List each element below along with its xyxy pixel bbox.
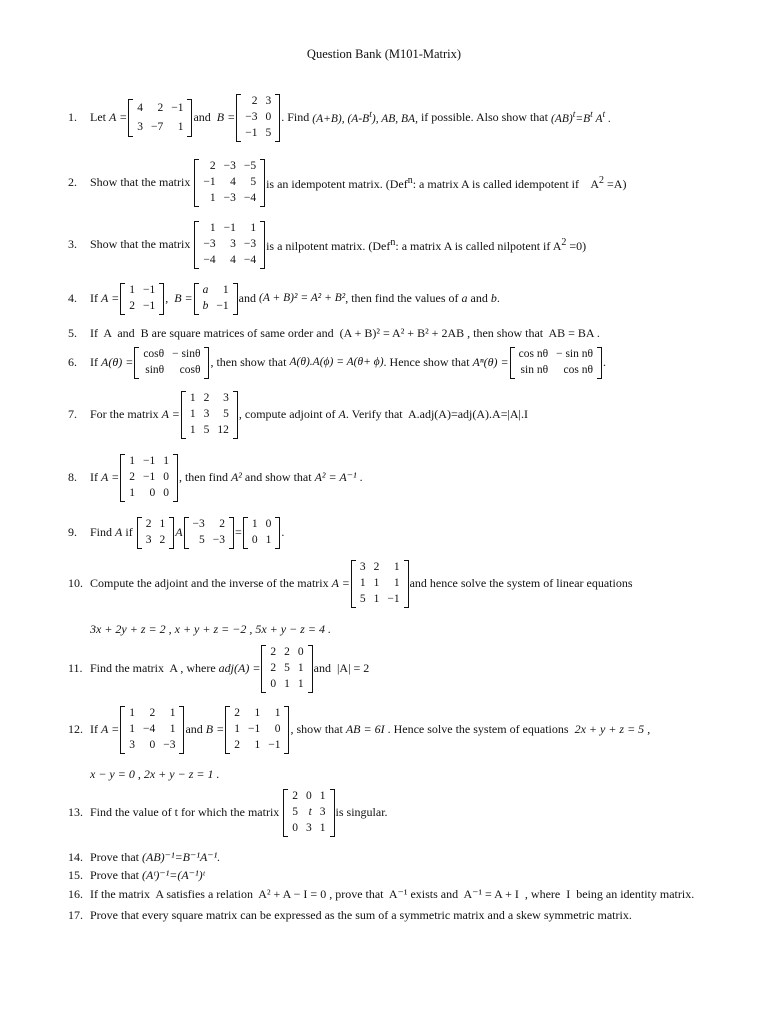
matrix bbox=[194, 221, 265, 269]
question-number: 8. bbox=[68, 470, 77, 485]
matrix-label: Aⁿ(θ) = bbox=[472, 355, 509, 370]
matrix-cell: 1 bbox=[250, 222, 257, 235]
matrix bbox=[181, 391, 238, 439]
matrix-cell: 1 bbox=[159, 518, 166, 531]
question-text: , then show that bbox=[210, 355, 290, 370]
matrix-cell: −1 bbox=[203, 176, 216, 189]
matrix-cell: −1 bbox=[216, 300, 229, 313]
question-math: A² bbox=[230, 470, 242, 485]
question-17 bbox=[68, 909, 632, 923]
question-text: Prove that bbox=[90, 850, 142, 864]
matrix-cell: 1 bbox=[129, 723, 135, 736]
matrix-cell: − sin nθ bbox=[556, 348, 594, 361]
question-math: (A + B)² = A² + B² bbox=[258, 292, 346, 305]
matrix-cell: a bbox=[202, 284, 209, 297]
question-text: . Find bbox=[281, 110, 313, 125]
question-number: 12. bbox=[68, 722, 83, 737]
matrix-cell: 1 bbox=[274, 707, 281, 720]
matrix-label: A = bbox=[101, 470, 120, 485]
question-5 bbox=[68, 327, 600, 341]
matrix-label: adj(A) = bbox=[218, 661, 261, 676]
matrix-cell: 1 bbox=[222, 284, 229, 297]
question-4 bbox=[68, 283, 500, 315]
matrix-cell: −1 bbox=[223, 222, 236, 235]
question-number: 6. bbox=[68, 355, 77, 370]
matrix-cell: 3 bbox=[137, 120, 143, 133]
variable: a bbox=[461, 291, 468, 306]
question-9 bbox=[68, 517, 284, 549]
matrix bbox=[261, 645, 312, 693]
question-number: 10. bbox=[68, 576, 83, 591]
matrix-B bbox=[236, 94, 280, 142]
question-text: and hence solve the system of linear equations bbox=[409, 576, 633, 591]
matrix-cell: 5 bbox=[292, 806, 299, 819]
matrix-cell: 1 bbox=[234, 723, 240, 736]
variable: b bbox=[490, 291, 497, 306]
matrix-cell: −3 bbox=[203, 238, 216, 251]
question-number: 14. bbox=[68, 850, 83, 864]
matrix-cell: 1 bbox=[209, 222, 216, 235]
matrix-cell: 0 bbox=[292, 822, 299, 835]
matrix-cell: 2 bbox=[145, 518, 152, 531]
matrix-cell: 0 bbox=[274, 723, 281, 736]
question-number: 4. bbox=[68, 291, 77, 306]
question-text: , bbox=[165, 291, 169, 306]
matrix-cell: −1 bbox=[142, 284, 156, 297]
question-text: . bbox=[356, 470, 363, 485]
matrix-cell: −1 bbox=[142, 471, 156, 484]
matrix-label: B = bbox=[205, 722, 225, 737]
matrix-cell: 1 bbox=[251, 518, 258, 531]
matrix-cell: 4 bbox=[230, 176, 236, 189]
matrix bbox=[194, 159, 265, 207]
matrix-cell: −1 bbox=[268, 739, 281, 752]
matrix-cell: 1 bbox=[265, 534, 272, 547]
matrix-cell: 1 bbox=[209, 192, 216, 205]
question-math: $(AB)^t=B^t$ $A^t$ . bbox=[550, 109, 611, 126]
matrix-cell: 2 bbox=[149, 707, 156, 720]
matrix-cell: 1 bbox=[169, 707, 176, 720]
matrix-cell: 3 bbox=[230, 238, 236, 251]
matrix-cell: 2 bbox=[209, 160, 216, 173]
matrix-cell: 1 bbox=[393, 577, 400, 590]
matrix-cell: 5 bbox=[223, 408, 229, 421]
matrix-cell: 3 bbox=[145, 534, 152, 547]
matrix-cell: −3 bbox=[192, 518, 205, 531]
question-text: is singular. bbox=[335, 805, 388, 820]
matrix-cell: 2 bbox=[129, 471, 135, 484]
matrix-cell: −1 bbox=[245, 127, 258, 140]
question-number: 7. bbox=[68, 407, 77, 422]
matrix-cell: −3 bbox=[243, 238, 257, 251]
matrix-cell: −7 bbox=[150, 120, 164, 133]
matrix-cell: −4 bbox=[203, 254, 216, 267]
matrix-cell: 1 bbox=[297, 678, 304, 691]
matrix-cell: −4 bbox=[243, 192, 257, 205]
matrix-cell: b bbox=[202, 300, 209, 313]
question-text: Prove that bbox=[90, 868, 142, 882]
question-text: If bbox=[90, 722, 101, 737]
matrix-cell: 1 bbox=[373, 593, 380, 606]
question-text: If bbox=[90, 470, 101, 485]
matrix-cell: −1 bbox=[171, 101, 184, 114]
matrix-cell: 3 bbox=[129, 739, 135, 752]
matrix-cell: 3 bbox=[203, 408, 210, 421]
question-text: . bbox=[496, 291, 500, 306]
question-number: 11. bbox=[68, 661, 83, 676]
matrix-cell: 1 bbox=[129, 707, 135, 720]
matrix-cell: 3 bbox=[319, 806, 326, 819]
question-math: (AB)⁻¹=B⁻¹A⁻¹. bbox=[142, 850, 221, 864]
matrix-cell: 5 bbox=[284, 662, 290, 675]
matrix-label: A = bbox=[101, 722, 120, 737]
matrix-cell: 5 bbox=[203, 424, 210, 437]
question-13 bbox=[68, 789, 388, 837]
matrix-cell: 1 bbox=[129, 487, 135, 500]
matrix-label: A = bbox=[161, 407, 180, 422]
question-text: = bbox=[235, 525, 242, 540]
matrix-cell: 1 bbox=[189, 424, 196, 437]
question-math: AB = 6I bbox=[345, 722, 385, 737]
question-text: Show that the matrix bbox=[90, 175, 191, 190]
matrix-A bbox=[120, 283, 164, 315]
page-title: Question Bank (M101-Matrix) bbox=[306, 47, 462, 61]
matrix-cell: 1 bbox=[373, 577, 380, 590]
matrix-cell: 5 bbox=[199, 534, 205, 547]
matrix-cell: 2 bbox=[219, 518, 226, 531]
question-text: , then find bbox=[178, 470, 231, 485]
matrix bbox=[134, 347, 209, 379]
matrix-cell: − sinθ bbox=[172, 348, 201, 361]
matrix-label: B = bbox=[174, 291, 193, 306]
matrix-cell: 5 bbox=[250, 176, 257, 189]
question-math: (Aᵗ)⁻¹=(A⁻¹)ᵗ bbox=[142, 868, 205, 882]
matrix-cell: −1 bbox=[247, 723, 261, 736]
question-text: . Verify that A.adj(A)=adj(A).A=|A|.I bbox=[345, 407, 528, 422]
matrix-cell: 1 bbox=[297, 662, 304, 675]
matrix-cell: 2 bbox=[129, 300, 135, 313]
question-text: Let bbox=[90, 110, 106, 125]
matrix-cell: 0 bbox=[149, 739, 156, 752]
question-3 bbox=[68, 221, 586, 269]
question-number: 15. bbox=[68, 868, 83, 882]
question-text: and |A| = 2 bbox=[313, 661, 370, 676]
question-16 bbox=[68, 888, 694, 902]
matrix-cell: 1 bbox=[254, 707, 261, 720]
matrix-cell: 2 bbox=[159, 534, 166, 547]
matrix-label: A = bbox=[331, 576, 350, 591]
question-math: (A+B), $(A-B^t)$, AB, BA, bbox=[312, 109, 418, 126]
question-text: Compute the adjoint and the inverse of the matrix bbox=[90, 576, 332, 591]
matrix-label: A = bbox=[109, 110, 128, 125]
matrix-cell: 1 bbox=[359, 577, 366, 590]
matrix-cell: 2 bbox=[270, 646, 277, 659]
matrix-label: B = bbox=[216, 110, 236, 125]
matrix-cell: 1 bbox=[189, 408, 196, 421]
question-text: and bbox=[467, 291, 491, 306]
question-text: Find bbox=[90, 525, 116, 540]
matrix-cell: 0 bbox=[251, 534, 258, 547]
matrix-cell: 2 bbox=[373, 561, 380, 574]
matrix-cell: 0 bbox=[163, 471, 169, 484]
matrix-cell: 0 bbox=[265, 518, 272, 531]
matrix-cell: cos nθ bbox=[518, 348, 549, 361]
matrix-cell: cos nθ bbox=[563, 364, 594, 377]
matrix-cell: 1 bbox=[284, 678, 290, 691]
question-number: 1. bbox=[68, 110, 77, 125]
question-text: . Hence show that bbox=[383, 355, 473, 370]
matrix-cell: 0 bbox=[270, 678, 277, 691]
question-number: 16. bbox=[68, 887, 83, 901]
question-text: . Hence solve the system of equations bbox=[384, 722, 575, 737]
matrix-cell: 1 bbox=[319, 822, 326, 835]
matrix-cell: 2 bbox=[203, 392, 210, 405]
question-15 bbox=[68, 869, 205, 883]
matrix-cell: 2 bbox=[292, 790, 299, 803]
matrix-label: A = bbox=[101, 291, 120, 306]
question-text: . bbox=[603, 355, 607, 370]
matrix-cell: 2 bbox=[270, 662, 277, 675]
matrix-cell: 1 bbox=[163, 455, 169, 468]
matrix-cell: sin nθ bbox=[520, 364, 549, 377]
question-8 bbox=[68, 454, 363, 502]
matrix-cell: −1 bbox=[142, 300, 156, 313]
matrix-cell: 2 bbox=[284, 646, 290, 659]
matrix-cell: 1 bbox=[129, 284, 135, 297]
matrix-cell: 2 bbox=[234, 707, 240, 720]
matrix-cell: 0 bbox=[163, 487, 169, 500]
matrix-A bbox=[120, 706, 184, 754]
matrix-A bbox=[128, 99, 192, 137]
matrix-cell: −4 bbox=[243, 254, 257, 267]
question-text: If bbox=[90, 355, 98, 370]
matrix bbox=[184, 517, 235, 549]
question-text: For the matrix bbox=[90, 407, 162, 422]
question-number: 5. bbox=[68, 326, 77, 340]
question-12 bbox=[68, 706, 650, 754]
matrix-cell: 3 bbox=[223, 392, 229, 405]
matrix-cell: 1 bbox=[393, 561, 400, 574]
question-number: 2. bbox=[68, 175, 77, 190]
question-number: 17. bbox=[68, 908, 83, 922]
matrix-cell: 1 bbox=[254, 739, 261, 752]
matrix-cell: 3 bbox=[306, 822, 312, 835]
matrix-cell: −4 bbox=[142, 723, 156, 736]
matrix bbox=[351, 560, 409, 608]
question-7 bbox=[68, 391, 528, 439]
matrix bbox=[137, 517, 175, 549]
question-text: If bbox=[90, 291, 98, 306]
matrix-cell: −5 bbox=[243, 160, 257, 173]
variable: A bbox=[338, 407, 346, 422]
question-text: and show that bbox=[241, 470, 315, 485]
question-text: Show that the matrix bbox=[90, 237, 191, 252]
matrix-cell: 4 bbox=[230, 254, 236, 267]
matrix-cell: 12 bbox=[217, 424, 229, 437]
matrix bbox=[120, 454, 178, 502]
question-text: and bbox=[185, 722, 206, 737]
question-text: and bbox=[193, 110, 211, 125]
question-text: if possible. Also show that bbox=[417, 110, 551, 125]
question-math: A(θ).A(ϕ) = A(θ+ ϕ) bbox=[289, 356, 384, 369]
matrix-B bbox=[194, 283, 238, 315]
matrix bbox=[243, 517, 281, 549]
matrix-cell: −3 bbox=[163, 739, 176, 752]
matrix-B bbox=[225, 706, 289, 754]
question-text: if bbox=[122, 525, 136, 540]
matrix-cell: −1 bbox=[142, 455, 156, 468]
question-6 bbox=[68, 347, 606, 379]
matrix-cell: cosθ bbox=[179, 364, 201, 377]
matrix-cell: 0 bbox=[297, 646, 304, 659]
matrix-cell: 0 bbox=[149, 487, 156, 500]
question-number: 9. bbox=[68, 525, 77, 540]
matrix-cell: sinθ bbox=[145, 364, 165, 377]
matrix-cell: 2 bbox=[251, 95, 258, 108]
matrix-cell: 2 bbox=[234, 739, 240, 752]
matrix-cell: 1 bbox=[169, 723, 176, 736]
question-10-equations: 3x + 2y + z = 2 , x + y + z = −2 , 5x + y − z = 4 . bbox=[90, 622, 331, 636]
question-text: Find the matrix A , where bbox=[90, 661, 219, 676]
matrix-cell: −3 bbox=[212, 534, 226, 547]
matrix bbox=[283, 789, 334, 837]
matrix-cell: 2 bbox=[157, 101, 164, 114]
question-text: , bbox=[644, 722, 651, 737]
matrix-cell: −1 bbox=[387, 593, 400, 606]
question-14 bbox=[68, 851, 220, 865]
matrix-cell: 0 bbox=[265, 111, 272, 124]
question-1 bbox=[68, 94, 611, 142]
question-text: and bbox=[238, 291, 256, 306]
matrix-cell: 5 bbox=[359, 593, 366, 606]
question-text: is a nilpotent matrix. (Def$^n$: a matrix A is called nilpotent if $A^2 =0$) bbox=[266, 236, 587, 253]
question-text: , then find the values of bbox=[345, 291, 462, 306]
question-text: is an idempotent matrix. (Def$^n$: a matrix A is called idempotent if $A^2 =A$) bbox=[266, 174, 627, 191]
matrix-cell: t bbox=[308, 806, 312, 819]
question-text: , compute adjoint of bbox=[238, 407, 339, 422]
question-text: , show that bbox=[290, 722, 346, 737]
variable: A bbox=[175, 525, 183, 540]
question-text: Prove that every square matrix can be expressed as the sum of a symmetric matrix and a skew symmetric matrix. bbox=[90, 908, 632, 922]
matrix-cell: 0 bbox=[306, 790, 312, 803]
matrix-cell: −3 bbox=[223, 192, 236, 205]
question-12-equations: x − y = 0 , 2x + y − z = 1 . bbox=[90, 767, 220, 781]
question-text: Find the value of t for which the matrix bbox=[90, 805, 283, 820]
question-text: If A and B are square matrices of same order and (A + B)² = A² + B² + 2AB , then show that AB = BA . bbox=[90, 326, 600, 340]
matrix-cell: 1 bbox=[189, 392, 196, 405]
question-text: . bbox=[281, 525, 285, 540]
matrix-cell: 1 bbox=[319, 790, 326, 803]
matrix-cell: 1 bbox=[177, 120, 184, 133]
question-number: 13. bbox=[68, 805, 83, 820]
matrix-cell: 3 bbox=[359, 561, 366, 574]
question-math: A² = A⁻¹ bbox=[314, 470, 357, 485]
matrix-cell: 5 bbox=[265, 127, 272, 140]
question-2 bbox=[68, 159, 626, 207]
question-11 bbox=[68, 645, 369, 693]
question-10 bbox=[68, 560, 633, 608]
variable: A bbox=[115, 525, 123, 540]
question-number: 3. bbox=[68, 237, 77, 252]
matrix-label: A(θ) = bbox=[101, 355, 134, 370]
matrix-cell: −3 bbox=[223, 160, 236, 173]
matrix-cell: 4 bbox=[137, 101, 143, 114]
matrix-cell: 3 bbox=[265, 95, 272, 108]
question-math: 2x + y + z = 5 bbox=[574, 722, 645, 737]
matrix bbox=[510, 347, 602, 379]
question-text: If the matrix A satisfies a relation A² + A − I = 0 , prove that A⁻¹ exists and A⁻¹ = A + I , where I being an identity matrix. bbox=[90, 887, 695, 901]
matrix-cell: −3 bbox=[245, 111, 258, 124]
matrix-cell: cosθ bbox=[143, 348, 165, 361]
matrix-cell: 1 bbox=[129, 455, 135, 468]
